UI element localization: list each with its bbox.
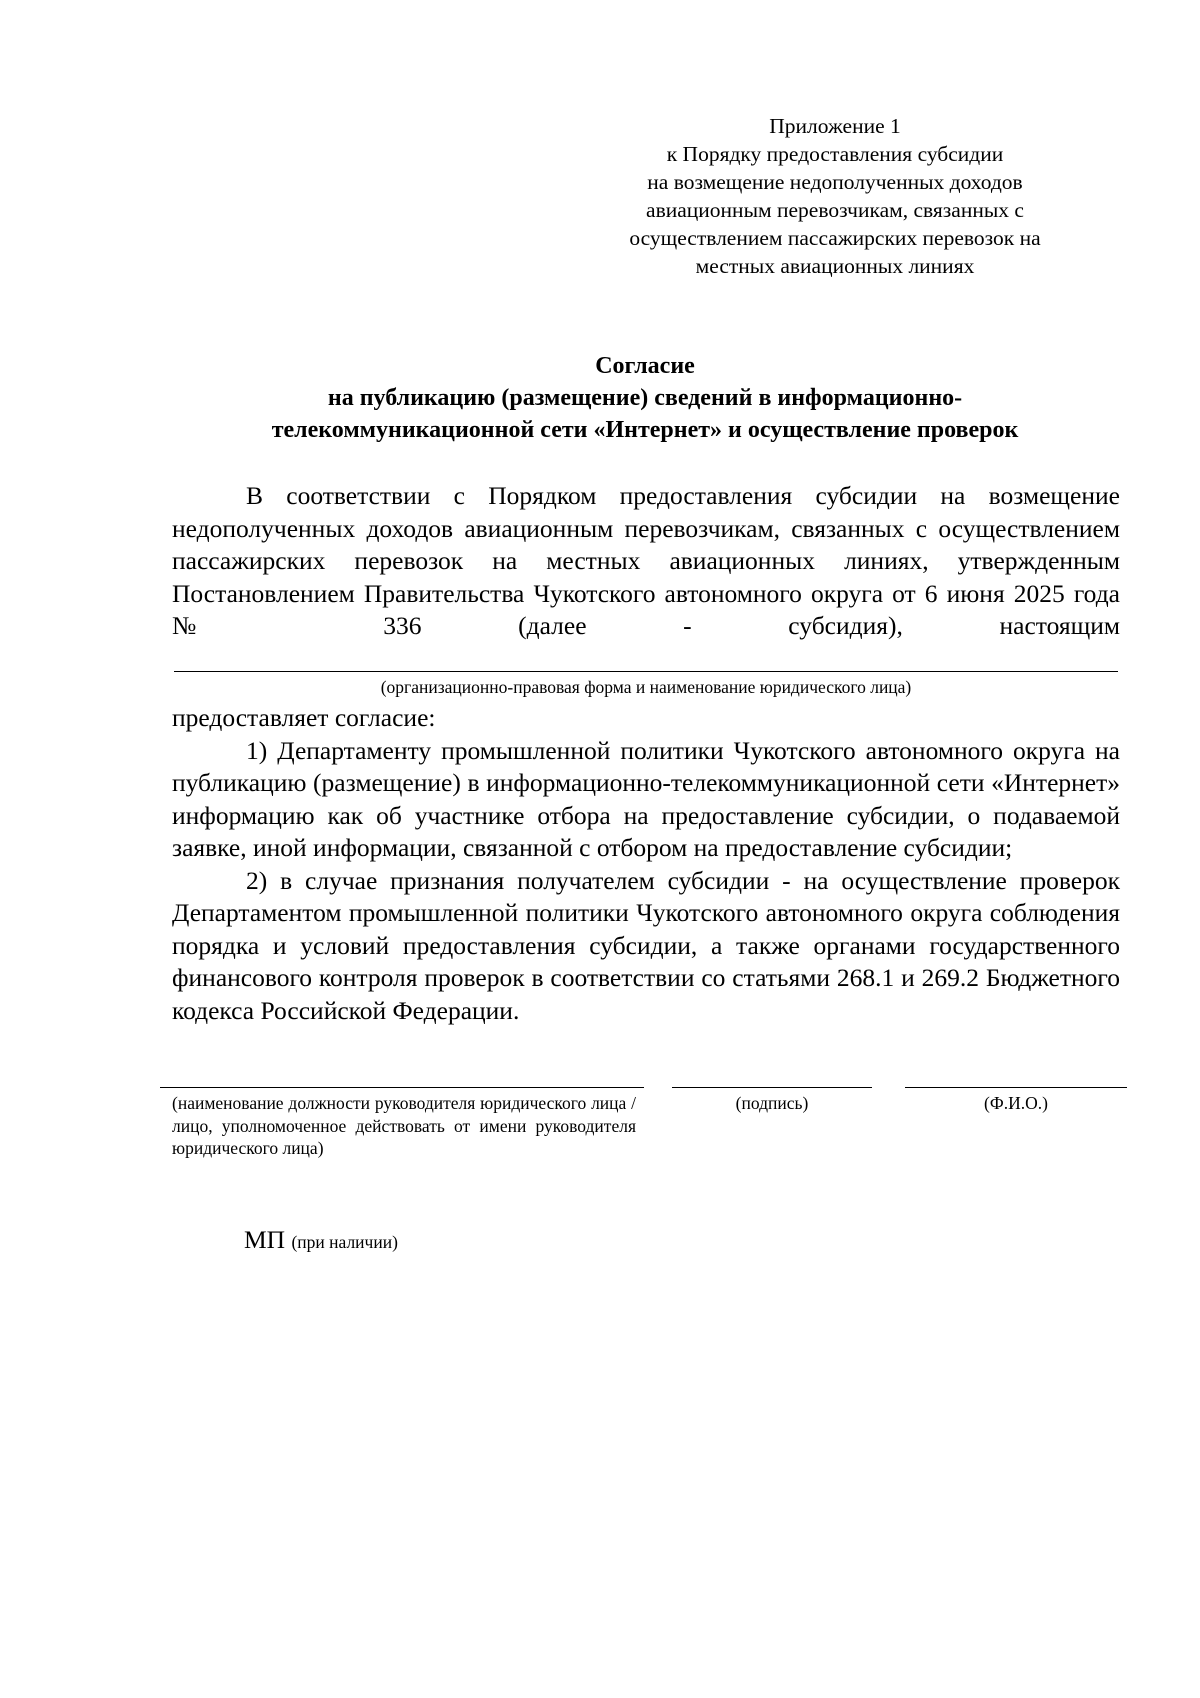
- appendix-header: [600, 112, 1070, 280]
- title-line: на публикацию (размещение) сведений в информационно-: [327, 385, 963, 411]
- org-name-blank-line: [174, 671, 1118, 672]
- signature-blank-line: [672, 1087, 872, 1088]
- intro-paragraph: В соответствии с Порядком предоставления субсидии на возмещение недополученных доходов авиационным перевозчикам, связанных с осуществлением пассажирских перевозок на местных авиационных линиях, утвержденным Постановлением Правительства Чукотского автономного округа от 6 июня 2025 года № 336 (далее - субсидия), настоящим: [172, 481, 1120, 640]
- stamp-note: (при наличии): [291, 1232, 398, 1252]
- appendix-line: на возмещение недополученных доходов: [647, 170, 1023, 194]
- stamp-place: [244, 1224, 398, 1258]
- appendix-line: авиационным перевозчикам, связанных с: [646, 198, 1024, 222]
- appendix-line: Приложение 1: [769, 114, 901, 138]
- consent-item-2: 2) в случае признания получателем субсидии - на осуществление проверок Департаментом промышленной политики Чукотского автономного округа соблюдения порядка и условий предоставления субсидии, а также органами государственного финансового контроля проверок в соответствии со статьями 268.1 и 269.2 Бюджетного кодекса Российской Федерации.: [172, 865, 1120, 1025]
- title-line: телекоммуникационной сети «Интернет» и осуществление проверок: [271, 417, 1019, 443]
- consent-lead: предоставляет согласие:: [172, 703, 436, 732]
- appendix-line: осуществлением пассажирских перевозок на: [629, 226, 1041, 250]
- signature-caption: (подпись): [735, 1093, 809, 1113]
- position-blank-line: [160, 1087, 644, 1088]
- consent-item-1: 1) Департаменту промышленной политики Чукотского автономного округа на публикацию (размещение) в информационно-телекоммуникационной сети «Интернет» информацию как об участнике отбора на предоставление субсидии, о подаваемой заявке, иной информации, связанной с отбором на предоставление субсидии;: [172, 735, 1120, 862]
- title-line: Согласие: [595, 353, 695, 379]
- consent-section: [172, 702, 1120, 1027]
- appendix-line: местных авиационных линиях: [695, 254, 975, 278]
- org-name-caption: (организационно-правовая форма и наименование юридического лица): [380, 677, 912, 697]
- full-name-blank-line: [905, 1087, 1127, 1088]
- position-caption: (наименование должности руководителя юридического лица / лицо, уполномоченное действовать от имени руководителя юридического лица): [172, 1093, 636, 1158]
- stamp-label: МП: [244, 1225, 286, 1254]
- document-title: [170, 350, 1120, 446]
- full-name-caption: (Ф.И.О.): [984, 1093, 1048, 1113]
- appendix-line: к Порядку предоставления субсидии: [666, 142, 1004, 166]
